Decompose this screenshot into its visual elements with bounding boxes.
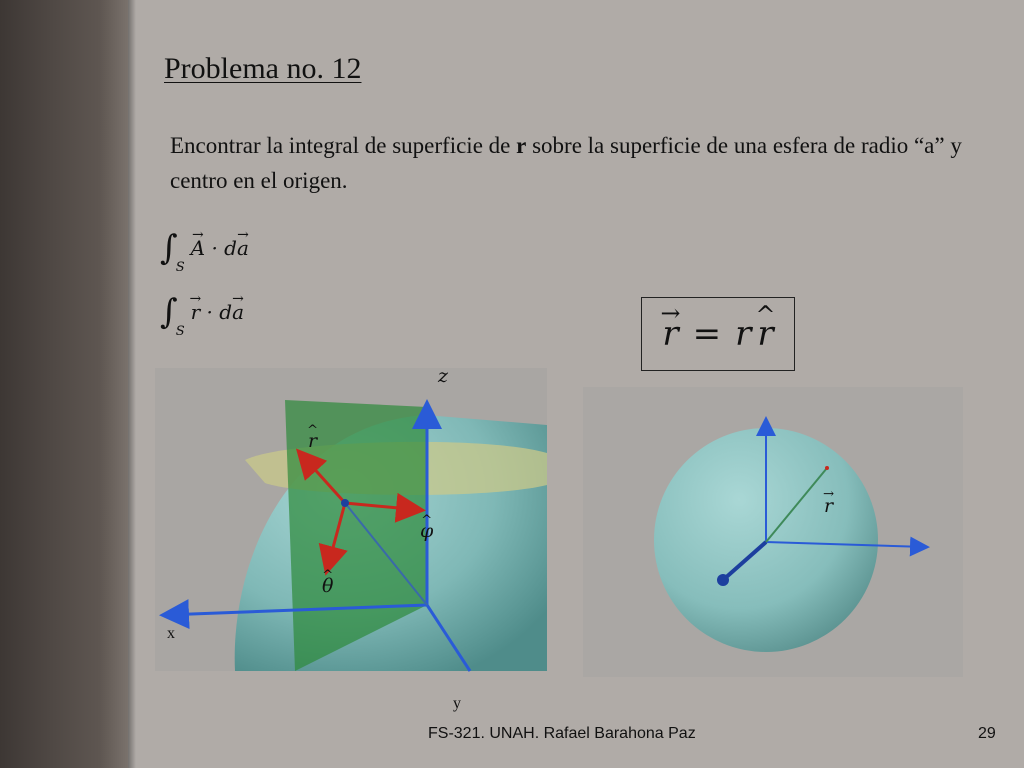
origin-point — [341, 499, 349, 507]
axis-label-z: z — [438, 365, 449, 387]
integral-equation-r — [160, 288, 245, 339]
label-theta-hat: ^ θ — [322, 575, 333, 597]
scalar-r: r — [735, 314, 752, 354]
boxed-equation — [641, 297, 795, 371]
axis-label-x: x — [167, 625, 175, 642]
integral-sign: ∫ — [160, 228, 178, 268]
problem-statement — [170, 128, 1000, 198]
integral-sign: ∫ — [160, 292, 178, 332]
slide-title: Problema no. 12 — [164, 52, 362, 85]
label-r-vector: → r — [824, 495, 833, 517]
vector-r: → r — [662, 314, 678, 354]
problem-text-start: Encontrar la integral de superficie de — [170, 133, 517, 158]
vector-da: → a — [232, 300, 244, 324]
unit-vector-r-hat: ^ r — [757, 314, 773, 354]
problem-bold-r: r — [516, 133, 527, 158]
left-decorative-bar — [0, 0, 128, 768]
integral-subscript: S — [175, 260, 185, 275]
differential-d: d — [219, 300, 233, 324]
label-phi-hat: ^ φ — [420, 520, 433, 542]
vector-r: → r — [191, 300, 201, 324]
footer-text: FS-321. UNAH. Rafael Barahona Paz — [428, 725, 696, 742]
vector-A: → A — [191, 236, 205, 260]
axis-label-y: y — [453, 695, 461, 712]
vector-da: → a — [237, 236, 249, 260]
dot-operator: · — [206, 300, 213, 324]
r-vector-tip — [825, 466, 829, 470]
integral-subscript: S — [175, 324, 185, 339]
position-vector-figure — [583, 382, 963, 682]
problem-text-end: sobre la superficie de una esfera de radio “a” y centro en el origen. — [170, 133, 962, 193]
dot-operator: · — [211, 236, 218, 260]
differential-d: d — [224, 236, 237, 260]
page-number: 29 — [978, 725, 996, 742]
equals-sign: = — [692, 314, 722, 354]
label-r-hat: ^ r — [308, 430, 317, 452]
integral-equation-A — [160, 224, 249, 275]
spherical-unit-vectors-figure — [155, 365, 555, 705]
x-axis-endpoint — [717, 574, 729, 586]
